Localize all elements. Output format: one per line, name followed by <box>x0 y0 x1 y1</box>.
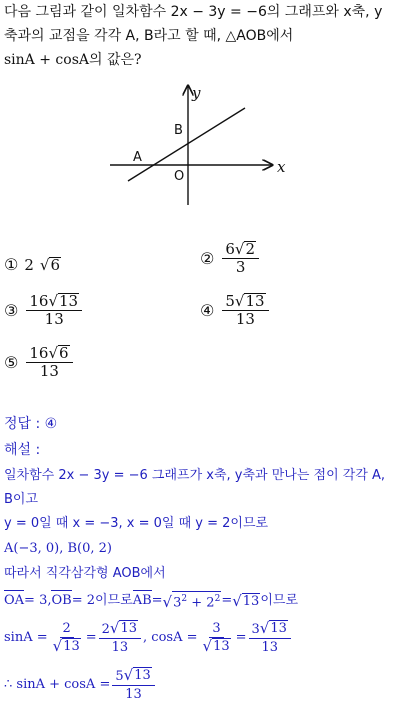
plus: + <box>187 595 207 611</box>
radicand: 13 <box>270 621 287 636</box>
segment-ab: AB <box>133 590 152 611</box>
point-a-label: A <box>133 150 142 165</box>
denominator: 13 <box>261 640 278 655</box>
text: = 2이므로 <box>71 592 133 608</box>
denominator: 13 <box>111 640 129 655</box>
question-line-1: 다음 그림과 같이 일차함수 2x − 3y = −6의 그래프와 x축, y <box>4 4 383 20</box>
choice-3[interactable] <box>4 293 84 328</box>
radicand: 13 <box>245 292 265 310</box>
equals: = <box>235 630 247 645</box>
segment-ob: OB <box>51 590 71 611</box>
radicand: 13 <box>242 593 260 609</box>
segment-oa: OA <box>4 590 24 611</box>
exponent: 2 <box>181 593 188 604</box>
explanation-sin-cos <box>4 620 293 656</box>
text: = <box>221 592 233 608</box>
fraction: 3 √ 13 <box>202 621 230 655</box>
sqrt: √ 6 <box>39 255 60 274</box>
text: = <box>151 592 163 608</box>
fraction: 3 √ 13 13 <box>249 620 291 656</box>
radicand: 6 <box>50 255 60 274</box>
x-axis-label: x <box>277 158 286 176</box>
explanation-label: 해설 : <box>4 442 41 458</box>
explanation-line-2: B이고 <box>4 492 39 507</box>
radicand: 13 <box>120 621 138 636</box>
denominator: 13 <box>39 362 59 380</box>
denominator: 3 <box>235 258 246 276</box>
explanation-line-4: A(−3, 0), B(0, 2) <box>4 541 112 556</box>
choice-number: ③ <box>4 301 19 320</box>
explanation-line-1: 일차함수 2x − 3y = −6 그래프가 x축, y축과 만나는 점이 각각 A, <box>4 468 386 483</box>
answer-label: 정답 : ④ <box>4 416 58 432</box>
choice-number: ① <box>4 255 19 274</box>
coordinate-graph <box>0 0 400 220</box>
radicand: 13 <box>134 668 151 683</box>
sqrt: √ $3^2 + 2^2$ <box>163 591 222 610</box>
question-line-2: 축과의 교점을 각각 A, B라고 할 때, △AOB에서 <box>4 28 294 44</box>
radicand: 13 <box>59 292 79 310</box>
numerator-coef: 3 <box>251 622 260 637</box>
question-line-3: sinA + cosA의 값은? <box>4 52 142 68</box>
numerator: 2 <box>60 620 74 638</box>
numerator-coef: 5 <box>225 292 235 310</box>
choice-2[interactable] <box>200 241 261 276</box>
choice-1[interactable] <box>4 255 61 274</box>
numerator-coef: 16 <box>29 292 49 310</box>
cos-lhs: , cosA = <box>143 630 198 645</box>
explanation-line-5: 따라서 직각삼각형 AOB에서 <box>4 566 166 581</box>
choice-5[interactable] <box>4 345 75 380</box>
fraction: 5 √ 13 13 <box>222 293 268 328</box>
choice-number: ② <box>200 249 215 268</box>
fraction: 6 √ 2 3 <box>222 241 259 276</box>
numerator-coef: 6 <box>225 240 235 258</box>
choice-number: ④ <box>200 301 215 320</box>
explanation-final <box>4 667 157 703</box>
sin-lhs: sinA = <box>4 630 48 645</box>
explanation-line-3: y = 0일 때 x = −3, x = 0일 때 y = 2이므로 <box>4 516 269 531</box>
point-o-label: O <box>174 169 185 184</box>
y-axis-label: y <box>192 84 201 102</box>
point-b-label: B <box>174 123 183 138</box>
equals: = <box>85 630 97 645</box>
choice-number: ⑤ <box>4 353 19 372</box>
exponent: 2 <box>214 593 221 604</box>
radicand: 13 <box>213 639 230 654</box>
text: = 3, <box>24 592 52 608</box>
text: 이므로 <box>260 592 299 608</box>
final-lhs: ∴ sinA + cosA = <box>4 677 111 692</box>
radicand: 13 <box>63 639 80 654</box>
fraction: 16 √ 13 13 <box>26 293 82 328</box>
denominator: 13 <box>44 310 64 328</box>
denominator: 13 <box>235 310 255 328</box>
radicand: 2 <box>245 240 255 258</box>
fraction: 5 √ 13 13 <box>112 667 154 703</box>
base: 3 <box>173 595 182 611</box>
denominator: 13 <box>125 687 142 702</box>
fraction: 2 √ 13 <box>52 621 80 655</box>
fraction: 2 √ 13 13 <box>99 620 141 656</box>
explanation-line-6 <box>4 590 298 611</box>
sqrt: √ 13 <box>232 591 260 610</box>
choice-coef: 2 <box>24 255 34 274</box>
choice-4[interactable] <box>200 293 271 328</box>
base: 2 <box>206 595 215 611</box>
numerator-coef: 2 <box>101 622 110 637</box>
numerator-coef: 5 <box>115 669 124 684</box>
radicand: 6 <box>59 344 69 362</box>
numerator-coef: 16 <box>29 344 49 362</box>
numerator: 3 <box>209 620 223 638</box>
function-line <box>128 108 245 181</box>
fraction: 16 √ 6 13 <box>26 345 72 380</box>
